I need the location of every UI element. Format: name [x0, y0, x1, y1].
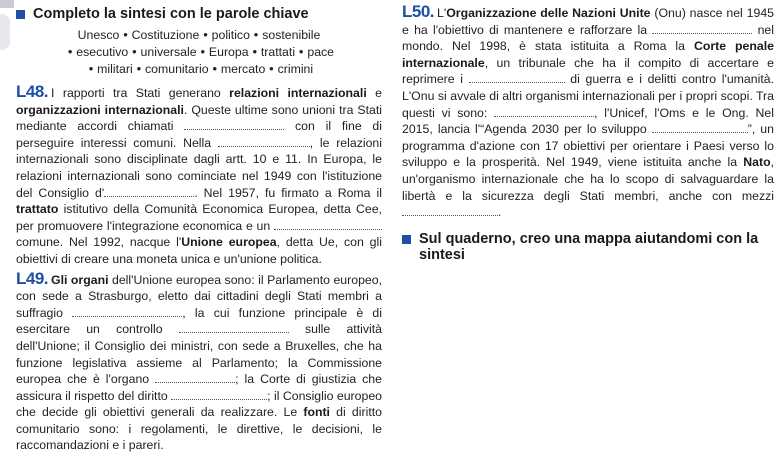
keyword-row-3: • militari • comunitario • mercato • crimini [88, 62, 314, 76]
keyword-row-1: Unesco • Costituzione • politico • sostenibile [77, 28, 321, 42]
keyword: Unesco [77, 28, 120, 42]
fill-blank-7[interactable] [155, 371, 235, 383]
exercise-48: L48. I rapporti tra Stati generano relazioni internazionali e organizzazioni internazionali. Queste ultime sono unioni tra Stati mediante accordi chiamati con il fine di perseguire interessi comuni. Nella , le relazioni internazionali sono disciplinate dagli artt. 10 e 11. In Europa, le relazioni internazionali sono cominciate nel 1949 con l'istituzione del Consiglio d' . Nel 1957, fu firmato a Roma il trattato istitutivo della Comunità Economica Europea, detta Cee, per promuovere l'integrazione economica e un comune. Nel 1992, nacque l'Unione europea, detta Ue, con gli obiettivi di creare una moneta unica e un'unione politica. [16, 82, 382, 266]
section-heading-keywords [16, 6, 382, 22]
fill-blank-10[interactable] [469, 71, 565, 83]
exercise-number: L50. [402, 2, 435, 21]
exercise-number: L49. [16, 268, 49, 288]
fill-blank-3[interactable] [104, 185, 194, 197]
fill-blank-13[interactable] [402, 204, 498, 216]
exercise-49: L49. Gli organi dell'Unione europea sono: il Parlamento europeo, con sede a Strasburgo, eletto dai cittadini degli Stati membri a suffragio , la cui funzione principale è di esercitare un controllo sulle attività dell'Unione; il Consiglio dei ministri, con sede a Bruxelles, che ha funzione legislativa assieme al Parlamento; la Commissione europea che è l'organo ; la Corte di giustizia che assicura il rispetto del diritto ; il Consiglio europeo che decide gli obiettivi generali da realizzare. Le fonti di diritto comunitario sono: i regolamenti, le direttive, le decisioni, le raccomandazioni e i pareri. [16, 268, 383, 453]
fill-blank-1[interactable] [184, 118, 284, 130]
keyword: crimini [277, 62, 314, 76]
keyword-row-2: • esecutivo • universale • Europa • trattati • pace [67, 45, 335, 59]
square-bullet-icon [402, 235, 411, 244]
keyword: Europa [208, 45, 249, 59]
keyword: esecutivo [76, 45, 129, 59]
fill-blank-5[interactable] [72, 305, 182, 317]
fill-blank-11[interactable] [494, 105, 594, 117]
keyword: pace [307, 45, 335, 59]
keyword: Costituzione [131, 28, 200, 42]
fill-blank-6[interactable] [179, 321, 289, 333]
keyword: trattati [260, 45, 296, 59]
section-heading-map [402, 231, 774, 263]
keyword: politico [211, 28, 250, 42]
keyword: militari [97, 62, 133, 76]
square-bullet-icon [16, 10, 25, 19]
keyword: comunitario [145, 62, 209, 76]
keyword: mercato [220, 62, 266, 76]
exercise-number: L48. [16, 82, 49, 101]
keyword: sostenibile [262, 28, 321, 42]
keyword: universale [140, 45, 197, 59]
left-column [16, 0, 382, 454]
exercise-50: L50. L'Organizzazione delle Nazioni Unite (Onu) nasce nel 1945 e ha l'obiettivo di mantenere e rafforzare la nel mondo. Nel 1998, è stata istituita a Roma la Corte penale internazionale, un tribunale che ha il compito di accertare e reprimere i di guerra e i delitti contro l'umanità. L'Onu si avvale di altri organismi internazionali per i propri scopi. Tra questi vi sono: , l'Unicef, l'Oms e le Ong. Nel 2015, lancia l'“Agenda 2030 per lo sviluppo ”, un programma d'azione con 17 obiettivi per orientare i Paesi verso lo sviluppo e la prosperità. Nel 1949, viene istituita anche la Nato, un'organismo internazionale che ha lo scopo di salvaguardare la libertà e la sicurezza degli Stati membri, anche con mezzi . [402, 2, 775, 220]
fill-blank-8[interactable] [171, 388, 267, 400]
heading-text: Sul quaderno, creo una mappa aiutandomi con la sintesi [419, 230, 759, 263]
right-column [402, 0, 774, 263]
fill-blank-2[interactable] [218, 135, 310, 147]
fill-blank-4[interactable] [274, 218, 382, 230]
page-edge-decoration [0, 0, 14, 60]
heading-text: Completo la sintesi con le parole chiave [33, 6, 309, 22]
fill-blank-9[interactable] [652, 22, 752, 34]
fill-blank-12[interactable] [652, 121, 748, 133]
